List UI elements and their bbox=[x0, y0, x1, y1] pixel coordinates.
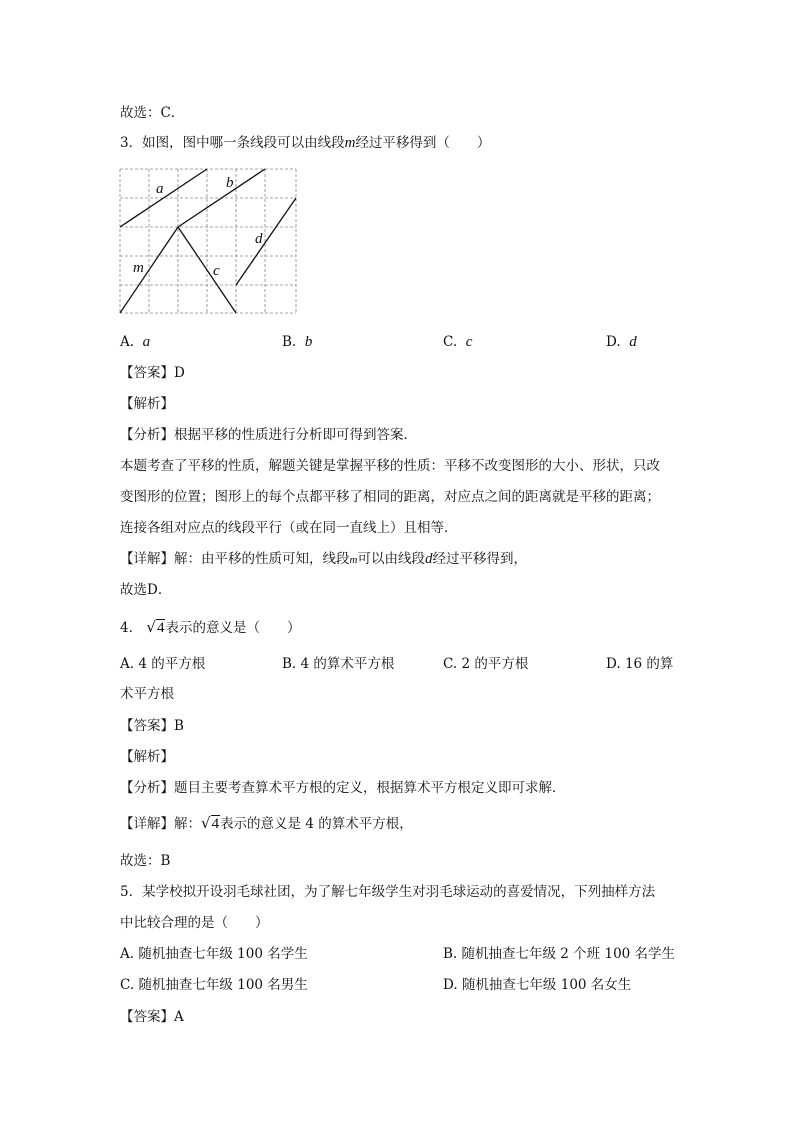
label-d: d bbox=[255, 231, 263, 247]
q4-analysis-tag: 【解析】 bbox=[120, 749, 174, 765]
prev-conclusion: 故选：C． bbox=[120, 105, 185, 121]
q5-option-c bbox=[120, 976, 308, 994]
q3-option-d bbox=[606, 333, 637, 351]
q3-number: 3． bbox=[120, 135, 143, 151]
option-value: d bbox=[629, 334, 637, 350]
answer-value: A bbox=[174, 1009, 184, 1025]
sqrt-4: √4 bbox=[146, 618, 165, 636]
segment-a bbox=[120, 169, 207, 227]
fenxi-tag: 【分析】 bbox=[120, 427, 174, 443]
detail-after: 表示的意义是 4 的算术平方根， bbox=[220, 816, 413, 832]
q3-answer bbox=[120, 364, 185, 382]
q3-stem-var: m bbox=[344, 135, 356, 151]
q5-answer bbox=[120, 1008, 184, 1026]
option-text: 随机抽查七年级 2 个班 100 名学生 bbox=[461, 946, 676, 962]
q5-option-b bbox=[443, 945, 675, 963]
detail-before: 解：由平移的性质可知，线段 bbox=[174, 551, 350, 567]
q3-stem-after: 经过平移得到（ ） bbox=[355, 135, 491, 151]
sqrt-4: √4 bbox=[201, 814, 220, 832]
fenxi-text: 根据平移的性质进行分析即可得到答案． bbox=[174, 427, 417, 443]
option-text: 16 的算 bbox=[624, 656, 674, 672]
option-value: b bbox=[304, 334, 313, 350]
q4-option-d bbox=[606, 655, 673, 673]
q4-conclusion: 故选：B bbox=[120, 853, 171, 869]
option-letter: A. bbox=[120, 334, 135, 350]
q4-detail bbox=[120, 814, 413, 833]
detail-tag: 【详解】 bbox=[120, 816, 174, 832]
fenxi-text: 题目主要考查算术平方根的定义，根据算术平方根定义即可求解． bbox=[174, 780, 566, 796]
label-c: c bbox=[213, 263, 220, 279]
q5-option-a bbox=[120, 945, 308, 963]
q3-explain-3: 连接各组对应点的线段平行（或在同一直线上）且相等． bbox=[120, 520, 458, 536]
q3-explain-1: 本题考查了平移的性质，解题关键是掌握平移的性质：平移不改变图形的大小、形状，只改 bbox=[120, 458, 660, 474]
detail-var-m: m bbox=[349, 554, 358, 566]
q3-fenxi bbox=[120, 426, 417, 444]
option-letter: D. bbox=[606, 334, 621, 350]
detail-after: 经过平移得到， bbox=[432, 551, 527, 567]
q5-stem-2: 中比较合理的是（ ） bbox=[120, 915, 269, 931]
option-letter: C. bbox=[120, 977, 135, 993]
option-letter: D. bbox=[606, 656, 621, 672]
q4-option-c bbox=[443, 655, 528, 673]
option-letter: A. bbox=[120, 946, 135, 962]
option-letter: A. bbox=[120, 656, 135, 672]
q4-option-a bbox=[120, 655, 205, 673]
q3-grid-figure bbox=[118, 167, 300, 317]
option-text: 2 的平方根 bbox=[461, 656, 529, 672]
q4-number: 4． bbox=[120, 620, 143, 636]
label-m: m bbox=[133, 260, 144, 276]
option-letter: B. bbox=[443, 946, 458, 962]
q5-option-d bbox=[443, 976, 631, 994]
detail-var-d: d bbox=[424, 551, 433, 567]
option-text: 随机抽查七年级 100 名男生 bbox=[138, 977, 308, 993]
answer-value: B bbox=[174, 718, 184, 734]
answer-value: D bbox=[174, 365, 185, 381]
q4-fenxi bbox=[120, 779, 566, 797]
q4-option-b bbox=[282, 655, 394, 673]
q3-stem bbox=[120, 134, 490, 152]
detail-before: 解： bbox=[174, 816, 201, 832]
label-a: a bbox=[156, 181, 164, 197]
q3-option-b bbox=[282, 333, 312, 351]
option-text: 4 的算术平方根 bbox=[300, 656, 395, 672]
q4-stem-after: 表示的意义是（ ） bbox=[165, 620, 301, 636]
radicand: 4 bbox=[156, 620, 165, 636]
radicand: 4 bbox=[211, 816, 220, 832]
segment-d bbox=[236, 198, 296, 285]
detail-tag: 【详解】 bbox=[120, 551, 174, 567]
q3-detail bbox=[120, 550, 527, 569]
q4-answer bbox=[120, 717, 184, 735]
label-b: b bbox=[226, 175, 234, 191]
option-value: c bbox=[465, 334, 473, 350]
answer-tag: 【答案】 bbox=[120, 718, 174, 734]
option-letter: D. bbox=[443, 977, 458, 993]
answer-tag: 【答案】 bbox=[120, 365, 174, 381]
option-letter: C. bbox=[443, 656, 458, 672]
q3-analysis-tag: 【解析】 bbox=[120, 396, 174, 412]
q3-stem-before: 如图，图中哪一条线段可以由线段 bbox=[142, 135, 345, 151]
q3-option-c bbox=[443, 333, 472, 351]
option-text: 4 的平方根 bbox=[138, 656, 206, 672]
option-text: 随机抽查七年级 100 名女生 bbox=[461, 977, 632, 993]
q4-stem bbox=[120, 618, 300, 637]
option-value: a bbox=[142, 334, 151, 350]
q3-option-a bbox=[120, 333, 150, 351]
q3-explain-2: 变图形的位置；图形上的每个点都平移了相同的距离，对应点之间的距离就是平移的距离； bbox=[120, 489, 660, 505]
option-letter: B. bbox=[282, 334, 297, 350]
answer-tag: 【答案】 bbox=[120, 1009, 174, 1025]
grid-lines bbox=[120, 169, 296, 313]
option-letter: C. bbox=[443, 334, 458, 350]
option-letter: B. bbox=[282, 656, 297, 672]
q5-stem-1: 5．某学校拟开设羽毛球社团，为了解七年级学生对羽毛球运动的喜爱情况，下列抽样方法 bbox=[120, 884, 656, 900]
detail-mid: 可以由线段 bbox=[357, 551, 425, 567]
q3-conclusion: 故选D． bbox=[120, 582, 172, 598]
q4-option-d-wrap: 术平方根 bbox=[120, 686, 174, 702]
option-text: 随机抽查七年级 100 名学生 bbox=[138, 946, 308, 962]
fenxi-tag: 【分析】 bbox=[120, 780, 174, 796]
